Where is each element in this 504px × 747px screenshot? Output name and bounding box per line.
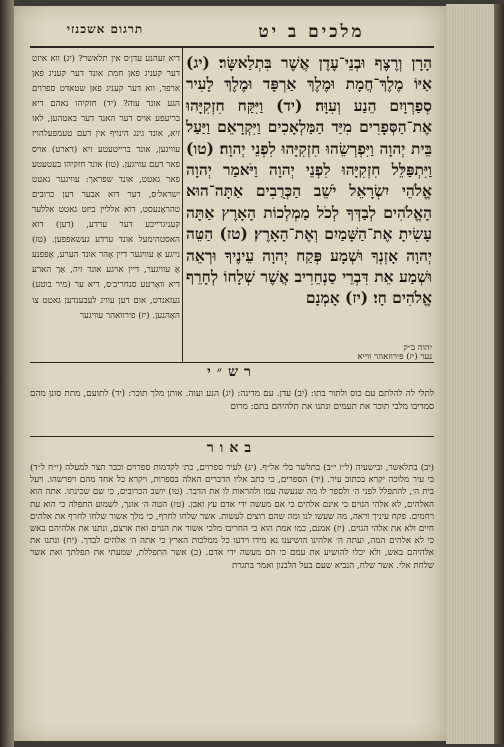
rashi-rule — [30, 362, 434, 363]
rashi-commentary: לתלי לה להלתם עם כוס ולתור בתו: (יב) עדן. עם מדינה: (יג) הנע ועוה. אותן מלך תוכר: (יד) לתועם, מתת סונן מהם סמדיבו מלבי תוכר את תעמים ונתנו את תלהיהם בתם: מרום — [30, 389, 434, 412]
biur-heading: באור — [206, 440, 258, 456]
column-divider — [182, 46, 183, 362]
targum-column-text: דיא זעהנע עדן׳ס אין תלאשר? (יג) ווא איזט דער קעניג פאן חמת אונד דער קעניג פאן ארפד, ווא דער קעניג פאן שטאדט ספרוים הנע אונד עוה? (יד) חזקיהו נאהם דיא בריעפע אויס דער האנד דער באטהען, לאז זיא, אונד גינג הינויף אין דעם טעמפעלהויז עוויגען, אונד ברייטעטע זיא (דארט) אויס פאר דעם עוויגען. (טו) אונד חזקיהו בעטעטע פאר גאטט, אונד שפראך: עוויגער גאטט ישראל׳ס, דער דוא אבער דען כרובים טהראָנעסט, דוא אללײן ביזט גאטט אללער קעניגרײכע דער ערדע, (דען) דוא האסטהימעל אונד ערדע געשאפפען. (טז) נייגע אַ עוויגער דיין אָהר אונד הערע, אָפּפנע אָ עוויגער, דיין אויגע אונד זיה, אַך הארע דיא וואָרטע סנחריב׳ס, דיא ער (מיר בוטע) געזאנדט, אום דען עוויג לעבענדען גאטט צו האָהנען. (יז) פירוואהר עוויגער — [32, 54, 180, 321]
page-content — [30, 16, 434, 730]
rashi-heading: רש״י — [207, 364, 257, 380]
biur-rule — [30, 436, 434, 437]
biur-commentary: (יב) בתלאשר, ובישעיה (ל״ז י״ב) בתלשר בלי אל״ף. (יג) לעיר ספרוים, כת׳ לקדמות ספרוים וכבר תצר למעלה (י״ח ל״ד) כי עיר מלוכה יקרא בכתוב עיר. (יד) הספרים, כי כתב אליו הדברים האלה בספרות, ויקרא כל אחד מהם ויפרשהו. ויעל בית ה׳, להתפלל לפני ה׳ ולספר לו מה שנעשה עמו ולהראות לו את הדבר. (טו) יושב הכרובים, כי שם שכינתו. אתה הוא האלהים, לא אלהי הגוים כי אינם אלהים כי אם מעשה ידי אדם עץ ואבן. (טז) הטה ה׳ אזנך, לשמוע התפלה כי הוא עת רחמים. פקח עיניך וראה, מה שעשו לנו ומה שהם רוצים לעשות. אשר שלחו לחרף, כי מלך אשור שלחו לחרף את אלהים חיים ולא את אלהי הגוים. (יז) אמנם, כמו אמת הוא כי החריבו מלכי אשור את הגוים ואת ארצם, ונתנו את אלהיהם באש כי לא אלהים המה, ועתה ה׳ אלהינו הושיענו נא מידו וידעו כל ממלכות הארץ כי אתה ה׳ אלהים לבדך. (יח) ונתנו את אלהיהם באש, ולא יכלו להושיע את עמם כי הם מעשה ידי אדם. (כ) אשר התפללת, שמעתי את תפלתך ואת אשר שלחת אלי. אשר שלח, הנביא שעם בעל הלבנון ואמר בתגרת — [30, 463, 434, 571]
header-rule — [30, 46, 434, 48]
running-header-main: מלכים ב יט — [258, 22, 365, 42]
running-header-targum: תרגום אשכנזי — [66, 22, 144, 36]
book-left-edge — [0, 0, 14, 747]
book-page-edges — [446, 4, 504, 744]
main-text-footnotes — [186, 344, 432, 360]
footnote-line: יהוה ב״ק — [403, 344, 432, 353]
main-scripture-text: הָרָן וְרֶצֶף וּבְנֵי־עֶדֶן אֲשֶׁר בִּתְלַאשָּׂר׃ (יג) אַיּוֹ מֶלֶךְ־חֲמָת וּמֶלֶךְ אַרְפָּד וּמֶלֶךְ לָעִיר סְפַרְוָיִם הֵנַע וְעִוָּה׃ (יד) וַיִּקַּח חִזְקִיָּהוּ אֶת־הַסְּפָרִים מִיַּד הַמַּלְאָכִים וַיִּקְרָאֵם וַיַּעַל בֵּית יְהוָה וַיִּפְרְשֵׂהוּ חִזְקִיָּהוּ לִפְנֵי יְהוָה׃ (טו) וַיִּתְפַּלֵּל חִזְקִיָּהוּ לִפְנֵי יְהוָה וַיֹּאמַר יְהוָה אֱלֹהֵי יִשְׂרָאֵל יֹשֵׁב הַכְּרֻבִים אַתָּה־הוּא הָאֱלֹהִים לְבַדְּךָ לְכֹל מַמְלְכוֹת הָאָרֶץ אַתָּה עָשִׂיתָ אֶת־הַשָּׁמַיִם וְאֶת־הָאָרֶץ׃ (טז) הַטֵּה יְהוָה אָזְנְךָ וּשְׁמָע פְּקַח יְהוָה עֵינֶיךָ וּרְאֵה וּשְׁמַע אֵת דִּבְרֵי סַנְחֵרִיב אֲשֶׁר שְׁלָחוֹ לְחָרֵף אֱלֹהִים חָי׃ (יז) אָמְנָם — [186, 53, 432, 308]
footnote-line: נער (יז) פירוזאהר ווייא — [357, 352, 432, 360]
